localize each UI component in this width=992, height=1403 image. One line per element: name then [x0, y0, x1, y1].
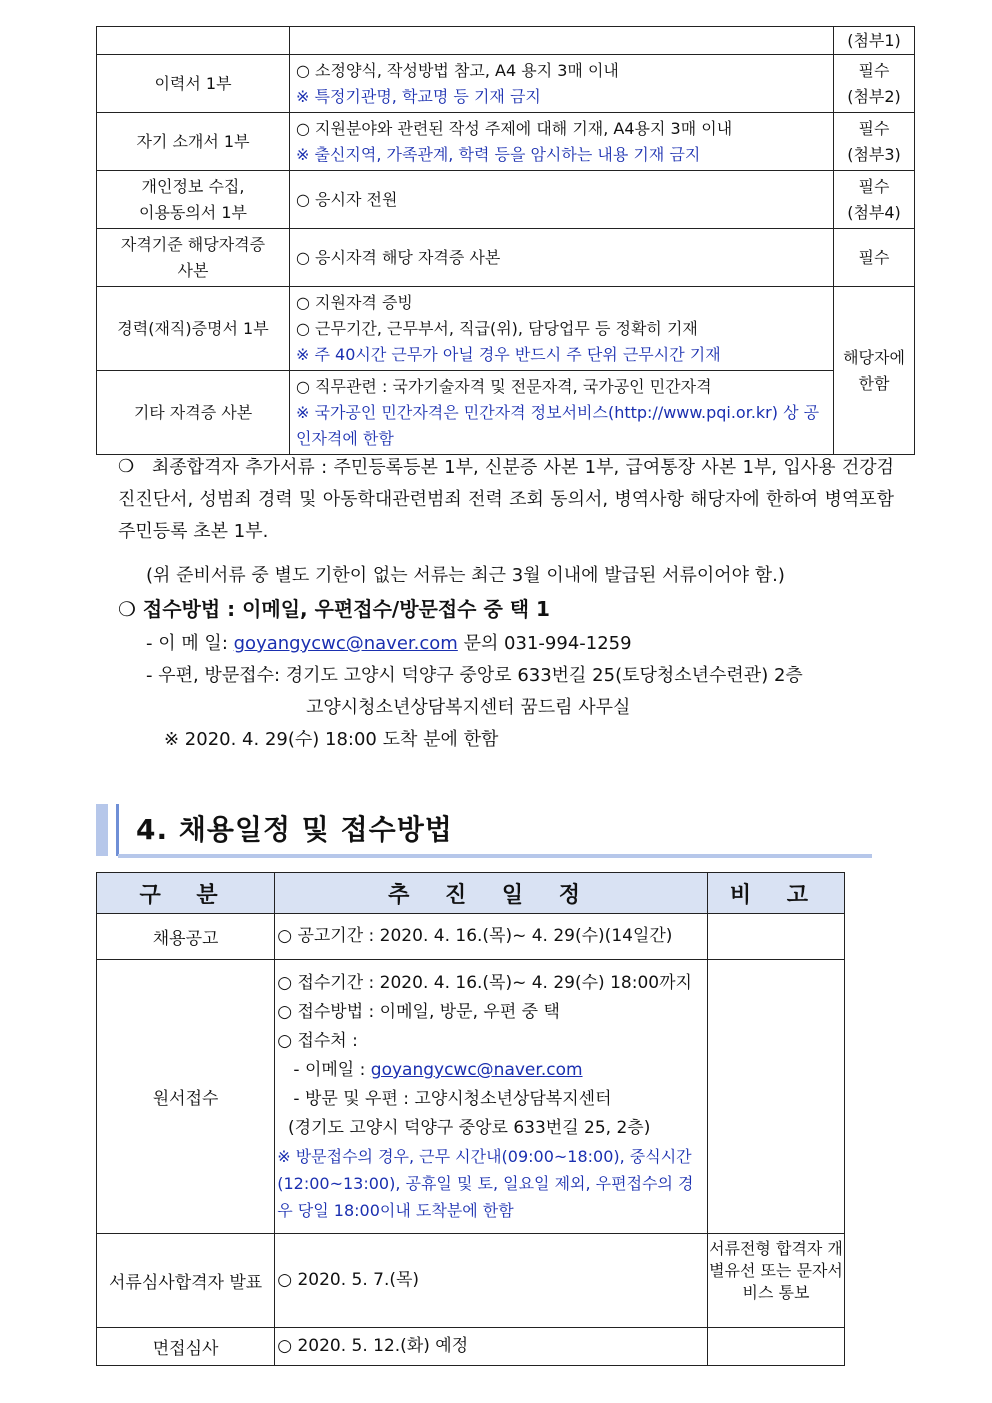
doc-note: 필수 (첨부3): [834, 113, 915, 171]
description-line: ○ 직무관련 : 국가기술자격 및 전문자격, 국가공인 민간자격: [296, 376, 712, 396]
doc-name: 경력(재직)증명서 1부: [97, 287, 290, 371]
heading-accent-line: [116, 804, 119, 856]
detail-line: (경기도 고양시 덕양구 중앙로 633번길 25, 2층): [277, 1118, 651, 1138]
detail-warning: ※ 방문접수의 경우, 근무 시간내(09:00~18:00), 중식시간 (12:00~13:00), 공휴일 및 토, 일요일 제외, 우편접수의 경우 당일 18:00이내 도착분에 한함: [277, 1147, 694, 1220]
doc-description: [290, 171, 834, 229]
description-warning: ※ 주 40시간 근무가 아닐 경우 반드시 주 단위 근무시간 기재: [296, 344, 721, 364]
description-warning: ※ 특정기관명, 학교명 등 기재 금지: [296, 86, 541, 106]
description-line: ○ 응시자 전원: [296, 189, 398, 209]
documents-table: [96, 26, 915, 455]
table-row: [97, 1328, 845, 1366]
schedule-note: [707, 960, 844, 1234]
detail-line: ○ 2020. 5. 12.(화) 예정: [277, 1336, 469, 1356]
doc-note: 필수: [834, 229, 915, 287]
description-warning: ※ 출신지역, 가족관계, 학력 등을 암시하는 내용 기재 금지: [296, 144, 701, 164]
table-row: [97, 171, 915, 229]
doc-description: [290, 371, 834, 455]
submission-email-line: [146, 628, 632, 660]
final-docs-note: (위 준비서류 중 별도 기한이 없는 서류는 최근 3월 이내에 발급된 서류이어야 함.): [146, 565, 785, 586]
schedule-detail: [275, 960, 708, 1234]
doc-name: 자격기준 해당자격증 사본: [97, 229, 290, 287]
detail-line: ○ 2020. 5. 7.(목): [277, 1270, 420, 1290]
post-address-line2: 고양시청소년상담복지센터 꿈드림 사무실: [306, 697, 631, 718]
description-line: ○ 지원분야와 관련된 작성 주제에 대해 기재, A4용지 3매 이내: [296, 118, 733, 138]
table-row: [97, 113, 915, 171]
column-header: 구 분: [97, 873, 275, 914]
schedule-stage: 서류심사합격자 발표: [97, 1234, 275, 1328]
detail-line: [277, 1056, 705, 1085]
email-link[interactable]: goyangycwc@naver.com: [233, 633, 458, 654]
table-row: [97, 55, 915, 113]
doc-name: 이력서 1부: [97, 55, 290, 113]
heading-accent-bar: [96, 804, 108, 856]
email-label: - 이 메 일:: [146, 633, 234, 654]
description-line: ○ 소정양식, 작성방법 참고, A4 용지 3매 이내: [296, 60, 619, 80]
doc-description: [290, 113, 834, 171]
column-header: 비 고: [707, 873, 844, 914]
schedule-detail: [275, 914, 708, 960]
table-row: [97, 914, 845, 960]
schedule-note: 서류전형 합격자 개별유선 또는 문자서비스 통보: [707, 1234, 844, 1328]
doc-description: [290, 55, 834, 113]
final-docs-text: [118, 452, 894, 548]
description-line: ○ 지원자격 증빙: [296, 292, 413, 312]
doc-name: 기타 자격증 사본: [97, 371, 290, 455]
doc-note: 해당자에 한함: [834, 287, 915, 455]
table-header-row: [97, 873, 845, 914]
section-heading: [96, 802, 872, 858]
table-row: [97, 371, 915, 455]
description-line: ○ 근무기간, 근무부서, 직급(위), 담당업무 등 정확히 기재: [296, 318, 698, 338]
doc-name: 개인정보 수집, 이용동의서 1부: [97, 171, 290, 229]
post-address: - 우편, 방문접수: 경기도 고양시 덕양구 중앙로 633번길 25(토당청소년수련관) 2층: [146, 665, 803, 686]
doc-description: [290, 27, 834, 55]
table-row: [97, 960, 845, 1234]
schedule-table: [96, 872, 845, 1366]
detail-line: ○ 접수방법 : 이메일, 방문, 우편 중 택: [277, 1002, 560, 1022]
description-warning: ※ 국가공인 민간자격은 민간자격 정보서비스(http://www.pqi.or.kr) 상 공인자격에 한함: [296, 402, 820, 448]
bullet-icon: ❍: [118, 456, 135, 477]
doc-name: [97, 27, 290, 55]
schedule-note: [707, 1328, 844, 1366]
doc-description: [290, 287, 834, 371]
description-line: ○ 응시자격 해당 자격증 사본: [296, 247, 501, 267]
detail-line: - 방문 및 우편 : 고양시청소년상담복지센터: [277, 1089, 612, 1109]
table-row: [97, 27, 915, 55]
section-title: 4. 채용일정 및 접수방법: [136, 813, 453, 846]
column-header: 추 진 일 정: [275, 873, 708, 914]
inquiry-phone: 문의 031-994-1259: [463, 633, 632, 654]
doc-note: 필수 (첨부4): [834, 171, 915, 229]
schedule-stage: 채용공고: [97, 914, 275, 960]
doc-note: 필수 (첨부2): [834, 55, 915, 113]
email-label: - 이메일 :: [277, 1060, 371, 1080]
doc-description: [290, 229, 834, 287]
detail-line: ○ 접수처 :: [277, 1031, 358, 1051]
doc-name: 자기 소개서 1부: [97, 113, 290, 171]
deadline-note: ※ 2020. 4. 29(수) 18:00 도착 분에 한함: [164, 729, 499, 750]
email-link[interactable]: goyangycwc@naver.com: [370, 1060, 583, 1080]
table-row: [97, 229, 915, 287]
doc-note: (첨부1): [834, 27, 915, 55]
schedule-stage: 원서접수: [97, 960, 275, 1234]
schedule-detail: [275, 1328, 708, 1366]
table-row: [97, 287, 915, 371]
detail-line: ○ 접수기간 : 2020. 4. 16.(목)~ 4. 29(수) 18:00까지: [277, 973, 692, 993]
final-docs-body: 최종합격자 추가서류 : 주민등록등본 1부, 신분증 사본 1부, 급여통장 사본 1부, 입사용 건강검진진단서, 성범죄 경력 및 아동학대관련범죄 전력 조회 동의서, 병역사항 해당자에 한하여 병역포함 주민등록 초본 1부.: [118, 457, 894, 542]
table-row: [97, 1234, 845, 1328]
schedule-stage: 면접심사: [97, 1328, 275, 1366]
submission-title: ❍ 접수방법 : 이메일, 우편접수/방문접수 중 택 1: [118, 597, 550, 621]
heading-underline: [118, 854, 872, 858]
schedule-detail: [275, 1234, 708, 1328]
schedule-note: [707, 914, 844, 960]
detail-line: ○ 공고기간 : 2020. 4. 16.(목)~ 4. 29(수)(14일간): [277, 926, 673, 946]
